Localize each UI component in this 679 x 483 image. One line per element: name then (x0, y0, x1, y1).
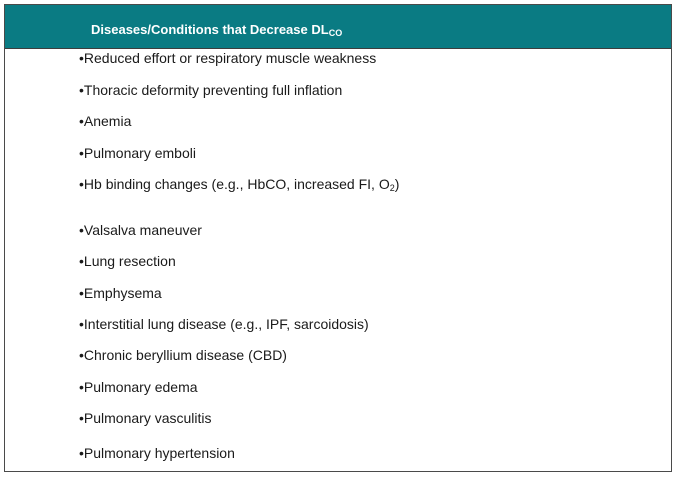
list-item-valsalva: •Valsalva maneuver (79, 222, 202, 238)
header-title-main: Diseases/Conditions that Decrease DL (91, 22, 329, 37)
list-item-chronic-beryllium: •Chronic beryllium disease (CBD) (79, 347, 287, 363)
hb-item-closing: ) (394, 176, 400, 192)
list-item-lung-resection: •Lung resection (79, 253, 176, 269)
hb-item-subscript: 2 (389, 183, 395, 193)
list-item-interstitial-lung-disease: •Interstitial lung disease (e.g., IPF, sarcoidosis) (79, 316, 369, 332)
list-item-pulmonary-edema: •Pulmonary edema (79, 379, 198, 395)
list-item-pulmonary-hypertension: •Pulmonary hypertension (79, 445, 235, 461)
list-item-emphysema: •Emphysema (79, 285, 162, 301)
list-item-hb-binding (79, 176, 399, 193)
header-title-subscript: CO (328, 28, 343, 38)
hb-item-text: •Hb binding changes (e.g., HbCO, increased FI, O (79, 176, 390, 192)
list-item-anemia: •Anemia (79, 113, 132, 129)
header-title (91, 22, 342, 38)
list-item-thoracic-deformity: •Thoracic deformity preventing full inflation (79, 82, 343, 98)
table-header (5, 5, 671, 49)
conditions-table (4, 4, 672, 472)
list-item-reduced-effort: •Reduced effort or respiratory muscle weakness (79, 50, 377, 66)
list-item-pulmonary-vasculitis: •Pulmonary vasculitis (79, 410, 212, 426)
list-item-pulmonary-emboli: •Pulmonary emboli (79, 145, 196, 161)
